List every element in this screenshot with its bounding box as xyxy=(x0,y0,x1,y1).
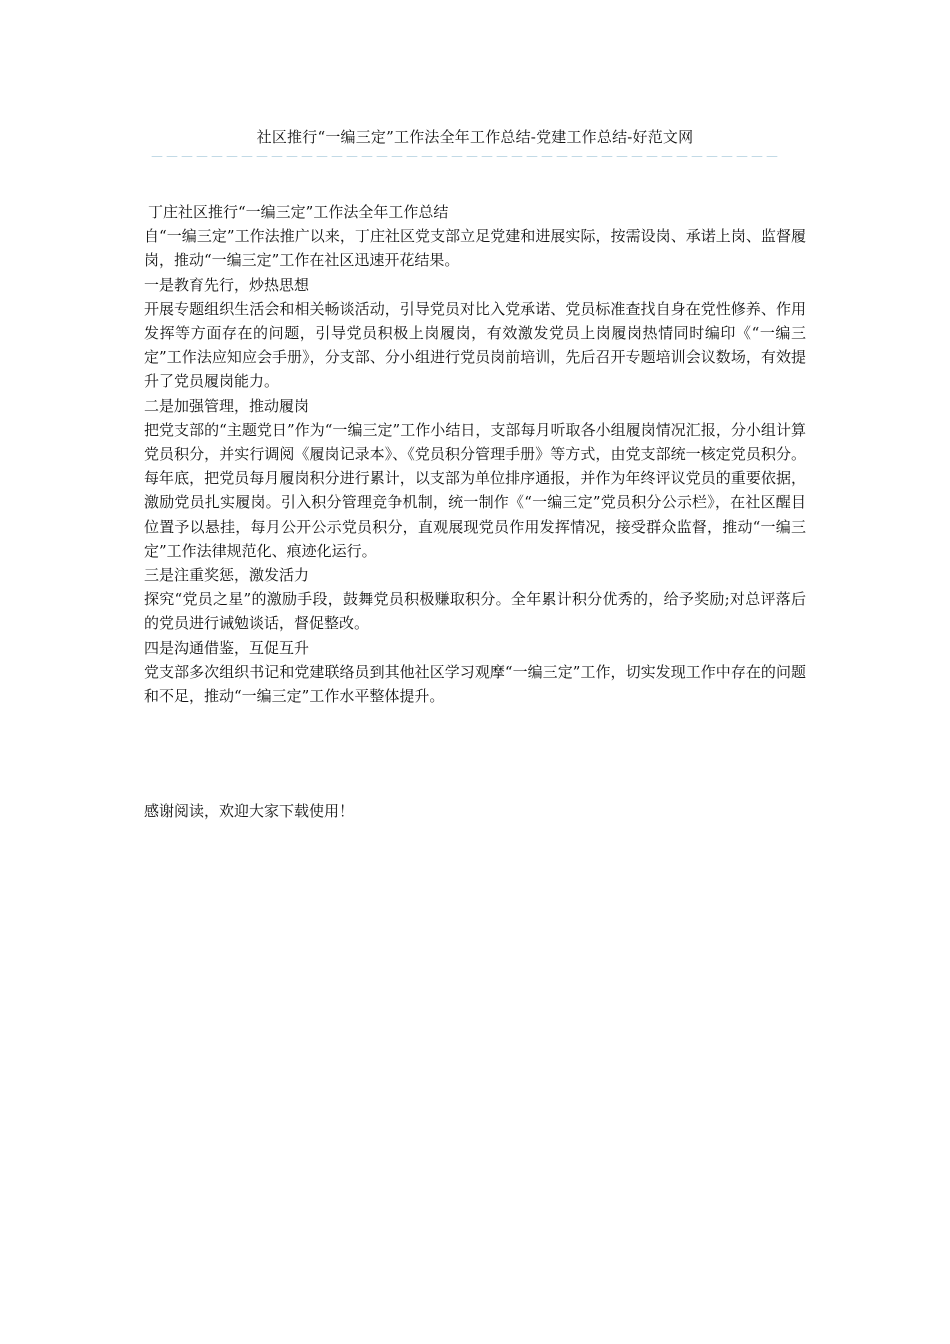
section-body-2: 把党支部的“主题党日”作为“一编三定”工作小结日，支部每月听取各小组履岗情况汇报，分小组计算党员积分，并实行调阅《履岗记录本》、《党员积分管理手册》等方式，由党支部统一核定党员积分。每年底，把党员每月履岗积分进行累计，以支部为单位排序通报，并作为年终评议党员的重要依据，激励党员扎实履岗。引入积分管理竞争机制，统一制作《“一编三定”党员积分公示栏》，在社区醒目位置予以悬挂，每月公开公示党员积分，直观展现党员作用发挥情况，接受群众监督，推动“一编三定”工作法律规范化、痕迹化运行。 xyxy=(144,420,806,560)
section-heading-2: 二是加强管理，推动履岗 xyxy=(144,396,310,415)
section-heading-1: 一是教育先行，炒热思想 xyxy=(144,275,310,294)
header-divider: －－－－－－－－－－－－－－－－－－－－－－－－－－－－－－－－－－－－－－－－－－ xyxy=(150,152,780,164)
section-body-1: 开展专题组织生活会和相关畅谈活动，引导党员对比入党承诺、党员标准查找自身在党性修养、作用发挥等方面存在的问题，引导党员积极上岗履岗，有效激发党员上岗履岗热情同时编印《“一编三定”工作法应知应会手册》，分支部、分小组进行党员岗前培训，先后召开专题培训会议数场，有效提升了党员履岗能力。 xyxy=(144,299,806,391)
intro-paragraph: 自“一编三定”工作法推广以来，丁庄社区党支部立足党建和进展实际，按需设岗、承诺上岗、监督履岗，推动“一编三定”工作在社区迅速开花结果。 xyxy=(144,227,806,270)
section-heading-4: 四是沟通借鉴，互促互升 xyxy=(144,638,310,657)
section-body-4: 党支部多次组织书记和党建联络员到其他社区学习观摩“一编三定”工作，切实发现工作中存在的问题和不足，推动“一编三定”工作水平整体提升。 xyxy=(144,662,806,706)
document-title: 丁庄社区推行“一编三定”工作法全年工作总结 xyxy=(148,203,449,221)
thanks-note: 感谢阅读，欢迎大家下载使用！ xyxy=(144,802,355,820)
section-body-3: 探究“党员之星”的激励手段，鼓舞党员积极赚取积分。全年累计积分优秀的，给予奖励;对总评落后的党员进行诫勉谈话，督促整改。 xyxy=(144,590,806,633)
article-body xyxy=(144,200,806,708)
page-header-title: 社区推行“一编三定”工作法全年工作总结-党建工作总结-好范文网 xyxy=(256,128,694,146)
section-heading-3: 三是注重奖惩，激发活力 xyxy=(144,566,310,585)
